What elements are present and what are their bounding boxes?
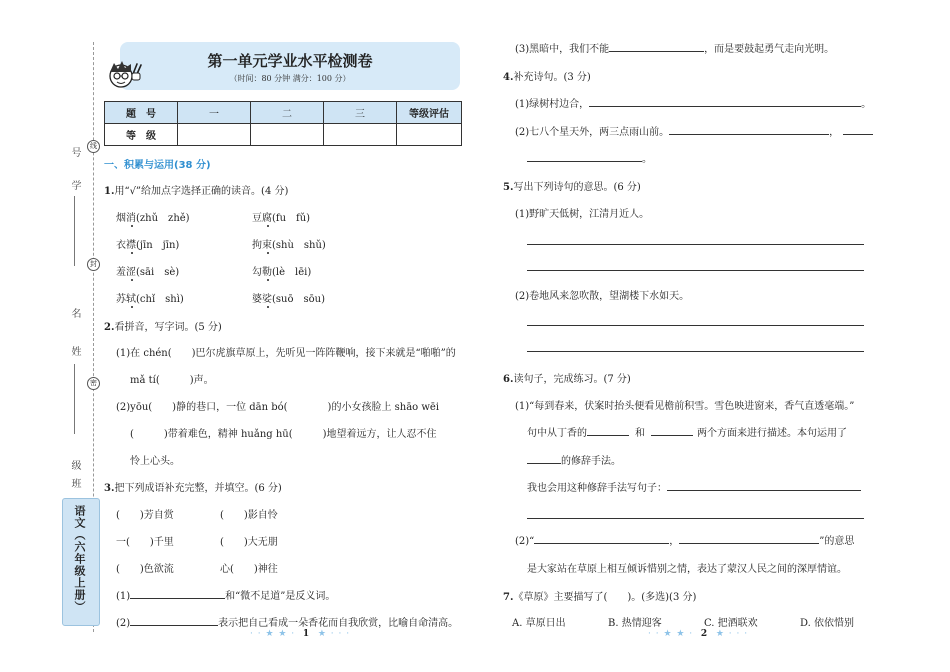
answer-line[interactable]	[527, 518, 864, 519]
margin-label-xue: 学	[69, 180, 80, 192]
q1-item-7[interactable]: 勾勒(lè lēi)	[252, 267, 312, 278]
exam-info: （时间：80 分钟 满分：100 分）	[229, 74, 351, 83]
score-cell-2[interactable]	[251, 124, 324, 146]
q1-item-2[interactable]: 衣襟(jīn jīn)	[116, 240, 180, 251]
q1-item-8[interactable]: 婆娑(suō sōu)	[252, 294, 325, 305]
idiom-1[interactable]: ( )芳自赏	[116, 510, 174, 521]
cell-grade-eval: 等级评估	[397, 102, 462, 124]
q5-number: 5.	[503, 182, 514, 193]
page-title: 第一单元学业水平检测卷	[207, 52, 373, 70]
page-number-2: · · ★ ★ · 2 ★ · · ·	[648, 629, 749, 639]
q1-number: 1.	[104, 186, 115, 197]
q6-quote: (1)“每到春来，伏案时抬头便看见檐前积雪。雪色映进窗来，香气直透毫端。”	[515, 401, 855, 412]
idiom-4[interactable]: ( )大无朋	[220, 537, 278, 548]
q3-fill-2[interactable]: (2) 表示把自己看成一朵香花而自我欣赏，比喻自命清高。	[116, 618, 459, 629]
name-line	[74, 364, 75, 434]
title-banner	[120, 42, 460, 90]
q5-prompt	[503, 178, 641, 193]
q2-line-1[interactable]: (1)在 chén( )巴尔虎旗草原上，先听见一阵阵鞭响，接下来就是“啪啪”的	[116, 348, 456, 359]
grade-table-score-row	[105, 124, 462, 146]
answer-line[interactable]	[527, 270, 864, 271]
cell-part-3: 三	[324, 102, 397, 124]
margin-label-xing: 姓	[69, 346, 80, 358]
answer-line[interactable]	[527, 351, 864, 352]
grade-table	[104, 101, 462, 146]
q2-prompt	[104, 318, 222, 333]
seal-mark-xian: 线	[87, 140, 100, 153]
q6-text: 读句子，完成练习。(7 分)	[513, 374, 631, 385]
q7-prompt	[503, 588, 696, 603]
margin-label-ming: 名	[69, 308, 80, 320]
q1-item-4[interactable]: 苏轼(chǐ shì)	[116, 294, 184, 305]
subject-label: 语文（六年级上册）	[73, 505, 86, 613]
cartoon-boy-icon	[104, 60, 144, 92]
idiom-6[interactable]: 心( )神往	[220, 564, 278, 575]
seal-mark-feng: 封	[87, 258, 100, 271]
q2-part-3[interactable]: (3)黑暗中，我们不能 ，而是要鼓起勇气走向光明。	[515, 44, 835, 55]
q5-poem-1: (1)野旷天低树，江清月近人。	[515, 209, 650, 220]
q3-prompt	[104, 479, 282, 494]
margin-label-hao: 号	[69, 147, 80, 159]
q4-line-1[interactable]: (1)绿树村边合， 。	[515, 99, 872, 110]
q7-text: 《草原》主要描写了( )。(多选)(3 分)	[513, 592, 697, 603]
answer-line[interactable]	[527, 244, 864, 245]
q6-number: 6.	[503, 374, 514, 385]
score-cell-1[interactable]	[178, 124, 251, 146]
q2-line-3[interactable]: (2)yōu( )静的巷口，一位 dān bó( )的小女孩脸上 shāo wēi	[116, 402, 440, 413]
q4-text: 补充诗句。(3 分)	[513, 72, 591, 83]
q6-prompt	[503, 370, 631, 385]
q2-number: 2.	[104, 322, 115, 333]
seal-mark-mi: 密	[87, 377, 100, 390]
q2-line-5: 怜上心头。	[130, 456, 180, 467]
cell-part-2: 二	[251, 102, 324, 124]
margin-label-ban: 班	[69, 478, 80, 490]
q3-text: 把下列成语补充完整，并填空。(6 分)	[114, 483, 282, 494]
score-cell-3[interactable]	[324, 124, 397, 146]
q3-fill-1[interactable]: (1) 和“微不足道”是反义词。	[116, 591, 336, 602]
q1-item-3[interactable]: 羞涩(sāi sè)	[116, 267, 180, 278]
cell-part-1: 一	[178, 102, 251, 124]
q7-option-c[interactable]: C. 把酒联欢	[704, 618, 758, 629]
q1-text: 用“√”给加点字选择正确的读音。(4 分)	[114, 186, 289, 197]
score-cell-total[interactable]	[397, 124, 462, 146]
section-1-heading: 一、积累与运用(38 分)	[104, 160, 211, 171]
q4-number: 4.	[503, 72, 514, 83]
q7-option-d[interactable]: D. 依依惜别	[800, 618, 855, 629]
q2-line-2[interactable]: mǎ tí( )声。	[130, 375, 214, 386]
q4-line-3[interactable]: 。	[527, 150, 652, 165]
q7-number: 7.	[503, 592, 514, 603]
q7-option-b[interactable]: B. 热情迎客	[608, 618, 662, 629]
answer-line[interactable]	[527, 325, 864, 326]
q3-number: 3.	[104, 483, 115, 494]
q5-poem-2: (2)卷地风来忽吹散，望湖楼下水如天。	[515, 291, 690, 302]
q2-line-4[interactable]: ( )带着难色，精神 huǎng hū( )地望着远方，让人忍不住	[130, 429, 437, 440]
q1-item-5[interactable]: 豆腐(fu fǔ)	[252, 213, 311, 224]
q2-text: 看拼音，写字词。(5 分)	[114, 322, 222, 333]
subject-tab	[62, 498, 100, 626]
q4-prompt	[503, 68, 591, 83]
idiom-5[interactable]: ( )色欲流	[116, 564, 174, 575]
idiom-3[interactable]: 一( )千里	[116, 537, 174, 548]
q5-text: 写出下列诗句的意思。(6 分)	[513, 182, 641, 193]
margin-label-ji: 级	[69, 460, 80, 472]
q7-option-a[interactable]: A. 草原日出	[512, 618, 566, 629]
q6-fill-1[interactable]: 句中从丁香的 和 两个方面来进行描述。本句运用了	[527, 428, 847, 439]
cell-label-question: 题 号	[105, 102, 178, 124]
grade-table-header-row	[105, 102, 462, 124]
q6-write-sentence[interactable]: 我也会用这种修辞手法写句子：	[527, 479, 861, 494]
q4-line-2[interactable]: (2)七八个星天外，两三点雨山前。 ，	[515, 123, 873, 138]
q6-explanation: 是大家站在草原上相互倾诉惜别之情，表达了蒙汉人民之间的深厚情谊。	[527, 564, 847, 575]
cell-label-grade: 等 级	[105, 124, 178, 146]
q6-fill-3[interactable]: (2)“ ， ”的意思	[515, 536, 855, 547]
q1-item-1[interactable]: 烟消(zhǔ zhě)	[116, 213, 190, 224]
q6-fill-2[interactable]: 的修辞手法。	[527, 452, 621, 467]
page-number-1: · · ★ ★ · 1 ★ · · ·	[250, 629, 351, 639]
q1-prompt	[104, 182, 288, 197]
student-id-line	[74, 196, 75, 266]
idiom-2[interactable]: ( )影自怜	[220, 510, 278, 521]
q1-item-6[interactable]: 拘束(shù shǔ)	[252, 240, 326, 251]
